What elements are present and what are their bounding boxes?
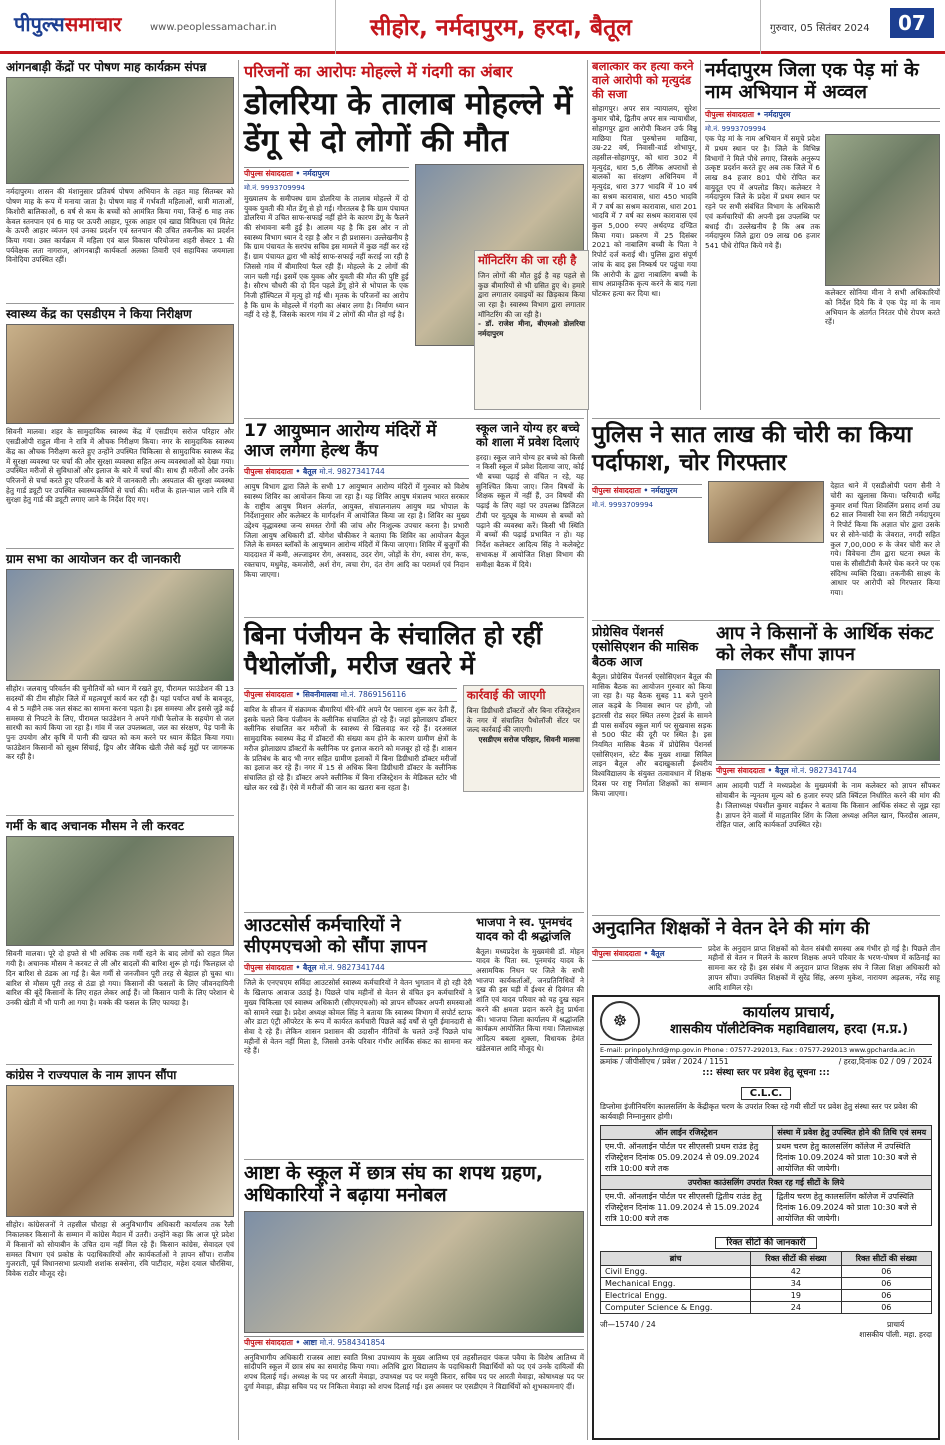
divider [6,548,234,549]
notice-intro: डिप्लोमा इंजीनियरिंग कालसलिंग के केंद्रीकृत चरण के उपरांत रिक्त रहे गयी सीटों पर प्रवेश हेतु संस्था स्तर पर प्रवेश की कार्यवाही निम्नानुसार होगी। [600,1102,918,1122]
table-row: Electrical Engg. 19 06 [601,1290,932,1302]
masthead [0,0,945,54]
column-rule [238,60,239,1440]
divider [244,912,584,913]
divider [6,815,234,816]
newspaper-logo: पीपुल्ससमाचार [14,12,122,36]
article-body: आयुष विभाग द्वारा जिले के सभी 17 आयुष्मान आरोग्य मंदिरों में गुरुवार को विशेष स्वास्थ्य शिविर का आयोजन किया जा रहा है। यह शिविर आयुष मंत्रालय भारत सरकार के राष्ट्रीय आयुष मिशन अंतर्गत, आयुक्त, संचालनालय आयुष मप्र भोपाल के निर्देशानुसार और कलेक्टर के मार्गदर्शन में आयोजित किया जा रहा है। शिविर का मुख्य उद्देश्य वृद्धावस्था जन्य समस्त रोगों की जांच और निःशुल्क उपचार करना है। प्रभारी जिला आयुष अधिकारी डॉ. योगेश चौकीकर ने बताया कि शिविर का आयोजन बैतूल जिले के समस्त ब्लॉकों के आयुष्मान आरोग्य मंदिरों में किया जाएगा। शिविर में बुजुर्गों की याददाश्त में कमी, अल्जाइमर रोग, अवसाद, उदर रोग, जोड़ों के रोग, श्वास रोग, कफ, रक्तचाप, मधुमेह, कमजोरी, अर्श रोग, त्वचा रोग, दंत रोग आदि का परामर्श एवं निदान किया जाएगा। [244,482,469,579]
article-body: सीहोर। जलवायु परिवर्तन की चुनौतियों को ध्यान में रखते हुए, पीरामल फाउंडेशन की 13 सदस्यों की टीम सीहोर जिले में महत्वपूर्ण कार्य कर रही है। यहां पर्याप्त वर्षा के बावजूद, 4 से 5 महीने तक जल संकट का सामना करना पड़ता है। इस समस्या और इससे जुड़े कई समस्या से निपटने के लिए, पीरामल फाउंडेशन ने अपने गांधी फेलोज के सहयोग से जल सारथी का कार्य किया जा रहा है। गांव में जल उपलब्धता, जल का संरक्षण, पेड़ पानी के पुनः उपयोग और कृषि में पानी की खपत को कम करने पर ध्यान केंद्रित किया गया। फाउंडेशन किसानों को सूक्ष्म सिंचाई, ड्रिप और जैविक खेती जैसे कई मुद्दों पर जागरूक कर रही है। [6,684,234,762]
headline: बिना पंजीयन के संचालित हो रहीं पैथोलॉजी, मरीज खतरे में [244,621,543,680]
table-row: Mechanical Engg. 34 06 [601,1278,932,1290]
article-theft-busted [592,422,940,617]
page-number: 07 [890,8,934,38]
article-outsourced-staff [244,916,472,1156]
divider [244,418,584,419]
photo [6,1085,234,1217]
article-congress-memorandum [6,1068,234,1440]
headline: अनुदानित शिक्षकों ने वेतन देने की मांग की [592,918,870,939]
headline: नर्मदापुरम जिला एक पेड़ मां के नाम अभियान में अव्वल [705,59,919,103]
article-pensioners [592,624,712,912]
article-body: सीहोर। कांग्रेसजनों ने तहसील चौराहा से अनुविभागीय अधिकारी कार्यालय तक रैली निकालकर किसानों के सम्मान में कांग्रेस मैदान में उतरी। उन्होंने कहा कि आज पूरे प्रदेश में किसानों को सोयाबीन के उचित दाम नहीं मिल रहे हैं। किसान कांग्रेस, सेवादल एवं समस्त विभाग एवं प्रकोष्ठ के पदाधिकारियों और कार्यकर्ताओं ने ज्ञापन सौंपा। राजीव गुजराती, पूर्व विधानसभा प्रत्याशी शशांक सक्सेना, रवि पाटीदार, महेश दयाल चौरसिया, विवेक राठौर मौजूद रहे। [6,1220,234,1278]
quote-title: कार्रवाई की जाएगी [466,688,546,702]
article-body: बारिश के सीजन में संक्रामक बीमारियां धीरे-धीरे अपने पैर पसारना शुरू कर देती हैं, इसके चलते बिना पंजीयन के क्लीनिक संचालित हो रहे हैं। जहां झोलाछाप डॉक्टर क्लीनिक संचालित कर मरीजों के स्वास्थ्य से खिलवाड़ कर रहे हैं। दरअसल सामुदायिक स्वास्थ्य केंद्र में डॉक्टरों की संख्या कम होने के कारण ग्रामीण क्षेत्रों के मरीज झोलाछाप डॉक्टरों के क्लीनिक पर इलाज कराने को मजबूर हो रहे हैं। शासन के प्रतिबंध के बाद भी नगर सहित ग्रामीण इलाकों में बिना डिग्रीधारी डॉक्टर मरीजों का इलाज कर रहे हैं। नगर में 15 से अधिक बिना डिग्रीधारी डॉक्टर के क्लीनिक संचालित हो रहे हैं। डॉक्टर अपने क्लीनिक में बिना रजिस्ट्रेशन के मेडिकल स्टोर भी खोल कर रखे हैं। ऐसे में मरीजों की जान का खतरा बना रहता है। [244,705,457,792]
headline: ग्राम सभा का आयोजन कर दी जानकारी [6,552,181,566]
mobile-number: मो.नं. 9993709994 [705,124,767,133]
headline: प्रोग्रेसिव पेंशनर्स एसोसिएशन की मासिक बैठक आज [592,624,699,669]
divider [592,915,940,916]
headline: आउटसोर्स कर्मचारियों ने सीएमएचओ को सौंपा ज्ञापन [244,915,427,957]
article-pathology [244,621,584,909]
quote-text: बिना डिग्रीधारी डॉक्टरों और बिना रजिस्ट्रेशन के नगर में संचालित पैथोलॉजी सेंटर पर जल्द कार्रवाई की जाएगी। [466,705,580,735]
article-poshan-maah [6,60,234,300]
mobile-number: मो.नं. 9993709994 [592,501,654,510]
headline: आप ने किसानों के आर्थिक संकट को लेकर सौंपा ज्ञापन [716,623,934,665]
quote-sign: - डॉ. राजेश मीना, बीएमओ डोलरिया नर्मदापुरम [478,319,585,339]
headline: गर्मी के बाद अचानक मौसम ने ली करवट [6,819,184,833]
kicker: परिजनों का आरोपः मोहल्ले में गंदगी का अंबार [244,62,513,81]
table-cell: द्वितीय चरण हेतु कालसलिंग कॉलेज में उपस्थिति दिनांक 16.09.2024 को प्रातः 10:30 बजे से आयोजित की जायेगी। [772,1190,931,1226]
photo [716,669,940,761]
table-cell: एम.पी. ऑनलाईन पोर्टल पर सीएलसी द्वितीय राउंड हेतु रजिस्ट्रेशन दिनांक 11.09.2024 से 15.09.2024 रात्रि 10:00 बजे तक [601,1190,773,1226]
notice-contact: E-mail: prinpoly.hrd@mp.gov.in Phone : 07577-292013, Fax : 07577-292013 www.gpcharda.ac.in [600,1045,932,1057]
byline: पीपुल्स संवाददाता • सिवनीमालवा मो.नं. 7869156116 [244,688,457,702]
polytechnic-admission-notice [592,995,940,1440]
headline: डोलरिया के तालाब मोहल्ले में डेंगू से दो लोगों की मौत [244,86,573,160]
table-header: ब्रांच [601,1252,751,1266]
notice-title-1: कार्यालय प्राचार्य, [742,1002,836,1021]
article-body: सिवनी मालवा। पूरे दो हफ्ते से भी अधिक तक गर्मी रहने के बाद लोगों को राहत मिल गयी है। अचानक मौसम ने करवट ले ली और बादलों की बारिश शुरू हो गई। फिलहाल दो दिन बारिश से ठंडक आ गई है। बेल गर्मी से जनजीवन पूरी तरह से बेहाल हो चुका था। बारिश से मौसम पूरी तरह से ठंडा हो गया। किसानों की फसलों के लिए जीवनदायिनी बारिश की बूंदें किसानों के लिए राहत लेकर आई हैं। जो किसान पानी के लिए परेशान थे उनकी खेती में भी पानी आ गया है। मक्के की फसल के लिए फायदा है। [6,949,234,1007]
divider [592,620,940,621]
headline: आंगनबाड़ी केंद्रों पर पोषण माह कार्यक्रम संपन्न [6,60,207,74]
photo [6,836,234,946]
article-body: अनुविभागीय अधिकारी राजस्व आष्टा स्वाति मिश्रा उपाध्याय के मुख्य आतिथ्य एवं तहसीलदार पंकज पवैया के विशेष आतिथ्य में सांदीपनि स्कूल में छात्र संघ का समारोह किया गया। अतिथि द्वारा विद्यालय के पदाधिकारी विद्यार्थियों को पद एवं उनके दायित्वों की शपथ दिलाई गई। अध्यक्ष के पद पर आरती मेवाड़ा, उपाध्यक्ष पद पर मयूरी किरार, सचिव पद पर आरती मेवाड़ा, कोषाध्यक्ष पद पर दुर्गा मेवाड़ा, क्रीड़ा सचिव पद पर निकिता मेवाड़ा को शपथ दिलाई गई। इस अवसर पर एसडीएम ने विद्यार्थियों को शुभकामनाएं दीं। [244,1352,584,1391]
quote-box [474,250,589,410]
article-ashta-school [244,1163,584,1440]
article-weather [6,819,234,1061]
clc-label: C.L.C. [741,1087,791,1100]
table-header: संस्था में प्रवेश हेतु उपस्थित होने की तिथि एवं समय [772,1126,931,1140]
headline: 17 आयुष्मान आरोग्य मंदिरों में आज लगेगा हेल्थ कैंप [244,421,437,461]
headline: आष्टा के स्कूल में छात्र संघ का शपथ ग्रहण, अधिकारियों ने बढ़ाया मनोबल [244,1162,544,1206]
article-health-camp [244,422,469,614]
table-header: ऑन लाईन रजिस्ट्रेशन [601,1126,773,1140]
divider [244,1159,584,1160]
photo [6,77,234,184]
table-header: रिक्त सीटों की संख्या [841,1252,931,1266]
byline: पीपुल्स संवाददाता • नर्मदापुरम [244,167,409,181]
article-body: एक पेड़ मां के नाम अभियान में समूचे प्रदेश में प्रथम स्थान पर है। जिले के विभिन्न विभागों ने मिले पौधे लगाए, जिसके अनुरूप उत्कृष्ट प्रदर्शन करते हुए अब तक जिले में 6 लाख 84 हजार 801 पौधे रोपित कर वायुदूत एप में अपलोड किए। कलेक्टर ने नर्मदापुरम जिले के प्रदेश में प्रथम स्थान पर रहने पर सभी संबंधित विभाग के अधिकारी एवं कर्मचारियों की अपनी इस उपलब्धि पर बधाई दी। उल्लेखनीय है कि अब तक नर्मदापुरम जिले द्वारा 09 लाख 06 हजार 541 पौधे रोपित किये गये हैं। [705,134,820,251]
quote-text: जिन लोगों की मौत हुई है वह पहले से कुछ बीमारियों से भी ग्रसित हुए थे। हमारे द्वारा लगातार दवाइयों का छिड़काव किया जा रहा है। स्वास्थ्य विभाग द्वारा लगातार मॉनिटरिंग की जा रही है। [478,270,585,319]
website-url[interactable]: www.peoplessamachar.in [150,22,277,33]
article-body: बैतूल। मध्यप्रदेश के मुख्यमंत्री डॉ. मोहन यादव के पिता स्व. पूनमचंद यादव के असामयिक निधन पर जिले के सभी भाजपा कार्यकर्ताओं, जनप्रतिनिधियों ने दुख की इस घड़ी में ईश्वर से दिवंगत की शांति एवं यादव परिवार को यह दुख सहन करने की क्षमता प्रदान करने हेतु प्रार्थना की। भाजपा जिला कार्यालय में श्रद्धांजलि कार्यक्रम आयोजित किया गया। जिलाध्यक्ष आदित्य बबला शुक्ला, विधायक हेमंत खंडेलवाल आदि मौजूद थे। [476,946,584,1053]
divider [6,1064,234,1065]
notice-footer-code: जी—15740 / 24 [600,1320,656,1330]
photo [6,569,234,681]
divider [244,617,584,618]
article-body: आम आदमी पार्टी ने मध्यप्रदेश के मुख्यमंत्री के नाम कलेक्टर को ज्ञापन सौंपकर सोयाबीन के न्यूनतम मूल्य को 6 हजार रुपए प्रति क्विंटल निर्धारित करने की मांग की है। जिलाध्यक्ष पंचशील कुमार वाईकर ने बताया कि किसान आर्थिक संकट से जूझ रहा है। ज्ञापन देने वालों में माहताविर शिंग के जिला अध्यक्ष अनिल खान, फिरदौस आलम, रोहित पाल, आदि कार्यकर्ता उपस्थित रहे। [716,781,940,830]
article-body: बैतूल। प्रोग्रेसिव पेंशनर्स एसोसिएशन बैतूल की मासिक बैठक का आयोजन गुरुवार को किया जा रहा है। यह बैठक सुबह 11 बजे पुराने लाल कड़बे के निवास स्थान पर होगी, जो इटारसी रोड सदर स्थित तरुण ट्रेडर्स के सामने डी पास सर्वोदय स्कूल मार्ग पर सुखवास सड़क से 500 फीट की दूरी पर स्थित है। इस नियमित मासिक बैठक में प्रोग्रेसिव पेंशनर्स एसोसिएशन, स्टेट बैंक मुख्य शाखा सिविल लाइन बैतूल और बदाखुकाली ईश्वरीय विश्वविद्यालय के संयुक्त तत्वावधान में शिक्षक दिवस पर राष्ट्र निर्माता शिक्षकों का सम्मान किया जाएगा। [592,672,712,798]
article-body: सोहागपुर। अपर सत्र न्यायालय, सुरेश कुमार चौबे, द्वितीय अपर सत्र न्यायाधीश, सोहागपुर द्वारा आरोपी किशन उर्फ विन्नु माछिया पिता पुरुषोत्तम माछिया, उम्र-22 वर्ष, निवासी-वार्ड शोभापुर, तहसील-सोहागपुर, को धारा 302 में मृत्युदंड, धारा 5,6 लैंगिक अपराधों से बालकों का संरक्षण अधिनियम में मृत्युदंड, धारा 377 भादवि में 10 वर्ष का सश्रम कारावास, धारा 450 भादवि में 7 वर्ष का सश्रम कारावास, धारा 201 भादवि में 7 वर्ष का सश्रम कारावास एवं कुल 5,000 रुपए अर्थदण्ड दण्डित किया गया। प्रकरण में 25 दिसंबर 2021 को नाबालिग बच्ची के पिता ने रिपोर्ट दर्ज कराई थी। पुलिस द्वारा संपूर्ण जांच के बाद इस निष्कर्ष पर पहुंचा गया कि आरोपी के द्वारा नाबालिग बच्ची के साथ अप्राकृतिक कृत्य करने के बाद गला घोंटकर हत्या कर दिया था। [592,104,697,299]
article-body: प्रदेश के अनुदान प्राप्त शिक्षकों को वेतन संबंधी समस्या अब गंभीर हो गई है। पिछले तीन महीनों से वेतन न मिलने के कारण शिक्षक अपने परिवार के भरण-पोषण में कठिनाई का सामना कर रहे हैं। इस संबंध में अनुदान प्राप्त शिक्षक संघ ने जिला शिक्षा अधिकारी को ज्ञापन सौंपा। उपस्थित शिक्षकों में सुरेंद्र सिंह, अरुण मुकेश, नारायण अड़लक, नरेंद्र साहू आदि शामिल रहे। [708,943,940,992]
table-row: Computer Science & Engg. 24 06 [601,1302,932,1314]
column-rule [700,60,701,410]
headline: भाजपा ने स्व. पूनमचंद यादव को दी श्रद्धांजलि [476,915,572,943]
mobile-number: मो.नं. 9993709994 [244,184,306,193]
article-body: मुख्यालय के समीपस्थ ग्राम डोलरिया के तालाब मोहल्ले में दो युवक युवती की मौत डेंगू से हो गई। गौरतलब है कि ग्राम पंचायत डोलरिया में उचित साफ-सफाई नहीं होने के कारण डेंगू के फैलने की संभावना बनी हुई है। आलम यह है कि इस ओर न तो स्वास्थ्य विभाग ध्यान दे रहा है और न ही प्रशासन। उल्लेखनीय है कि ग्राम पंचायत के सरपंच सचिव इस मामले में कुछ नहीं कर रहे हैं। ग्राम पंचायत द्वारा भी कोई साफ-सफाई नहीं कराई जा रही है जिससे गांव में बीमारियां फैल रही हैं। मोहल्ले के 2 लोगों की जान चली गई। इसमें एक युवक और युवती की मौत की पुष्टि हुई है। सौरभ चौधरी की दो दिन पहले डेंगू होने से भोपाल के एक निजी हॉस्पिटल में मृत्यु हो गई थी। मृतक के परिजनों का आरोप है कि ग्राम के मोहल्ले में गंदगी का अंबार लगा है। निर्माण ध्यान नहीं दे रहे हैं, जिसके कारण गांव में 2 लोगों की मौत हो गई है। [244,193,409,320]
article-teachers-salary [592,919,940,991]
quote-box [463,685,584,792]
headline: बलात्कार कर हत्या करने वाले आरोपी को मृत्युदंड की सजा [592,59,694,101]
emblem-icon: ☸ [600,1001,640,1041]
headline: पुलिस ने सात लाख की चोरी का किया पर्दाफाश, चोर गिरफ्तार [592,422,913,476]
divider [335,0,336,54]
byline: पीपुल्स संवाददाता • आष्टा मो.नं. 9584341854 [244,1336,584,1350]
article-school-admission [476,422,584,614]
divider [592,418,940,419]
byline: पीपुल्स संवाददाता • नर्मदापुरम [592,484,702,498]
article-body: हरदा। स्कूल जाने योग्य हर बच्चे को किसी न किसी स्कूल में प्रवेश दिलाया जाए, कोई भी बच्चा पढ़ाई से वंचित न रहे, यह सुनिश्चित किया जाए। जिन विषयों के शिक्षक स्कूल में नहीं हैं, उन विषयों की पढ़ाई के लिए वहां पर उपलब्ध डिजिटल टीवी पर यूट्यूब के माध्यम से बच्चों को पढ़ाने की व्यवस्था करें। किसी भी स्थिति में बच्चों की पढ़ाई प्रभावित न हो। यह निर्देश कलेक्टर आदित्य सिंह ने कलेक्ट्रेट सभाकक्ष में आयोजित शिक्षा विभाग की समीक्षा बैठक में दिये। [476,452,584,569]
signature-title: प्राचार्य [887,1320,905,1330]
article-body: जिले के एनएचएम सविंदा आउटसोर्स स्वास्थ्य कर्मचारियों ने वेतन भुगतान में हो रही देरी के खिलाफ आवाज उठाई है। पिछले पांच महीनों से वेतन से वंचित इन कर्मचारियों ने मुख्य चिकित्सा एवं स्वास्थ्य अधिकारी (सीएमएचओ) को ज्ञापन सौंपकर अपनी समस्याओं को सामने रखा है। प्रदेश अध्यक्ष कोमल सिंह ने बताया कि स्वास्थ्य विभाग में सपोर्ट स्टाफ और डाटा एंट्री ऑपरेटर के रूप में कार्यरत कर्मचारी पिछले कई वर्षों से पूरी ईमानदारी से सेवा दे रहे हैं। लेकिन शासन प्रशासन की उदासीन नीतियों के चलते उन्हें पिछले पांच महीनों से वेतन नहीं मिला है, जिससे उनके परिवार गंभीर आर्थिक संकट का सामना कर रहे हैं। [244,978,472,1056]
photo [708,481,825,543]
vacancy-title: रिक्त सीटों की जानकारी [715,1237,816,1249]
article-death-sentence [592,60,697,415]
article-ek-ped-maa [705,60,940,415]
table-row: Civil Engg. 42 06 [601,1266,932,1278]
headline: कांग्रेस ने राज्यपाल के नाम ज्ञापन सौंपा [6,1068,177,1082]
article-body: देहात थाने में एसडीओपी पराग सैनी ने चोरी का खुलासा किया। फरियादी धर्मेंद्र कुमार शर्मा पिता शिवलिंग प्रसाद शर्मा उम्र 62 साल निवासी रेवा सन सिटी नर्मदापुरम ने रिपोर्ट किया कि अज्ञात चोर द्वारा उसके घर से सोने-चांदी के जेवरात, नगदी सहित कुल 7,00,000 रु के जेवर चोरी कर ले गये। विवेचना टीम द्वारा घटना स्थल के पास के सीसीटीवी कैमरे चेक करने पर एक संदिग्ध व्यक्ति दिखा। तकनीकी साक्ष्य के आधार पर आरोपी को गिरफ्तार किया गया। [830,481,940,598]
table-header: उपरोक्त काउंसलिंग उपरांत रिक्त रह गई सीटों के लिये [601,1176,932,1190]
vacancy-table [600,1251,932,1314]
byline: पीपुल्स संवाददाता • नर्मदापुरम [705,108,940,122]
quote-sign: एसडीएम सरोज परिहार, सिवनी मालवा [478,734,580,744]
byline: पीपुल्स संवाददाता • बैतूल मो.नं. 9827341744 [716,764,940,778]
table-header: रिक्त सीटों की संख्या [751,1252,841,1266]
headline: स्वास्थ्य केंद्र का एसडीएम ने किया निरीक्षण [6,307,192,321]
byline: पीपुल्स संवाददाता • बैतूल मो.नं. 9827341744 [244,961,472,975]
headline: स्कूल जाने योग्य हर बच्चे को शाला में प्रवेश दिलाएं [476,421,580,449]
article-body: सिवनी मालवा। शहर के सामुदायिक स्वास्थ्य केंद्र में एसडीएम सरोज परिहार और एसडीओपी राहुल मीना ने रात्रि में औचक निरीक्षण किया। नगर के सामुदायिक स्वास्थ्य केंद्र का औचक निरीक्षण करते हुए उन्होंने उपस्थित चिकित्सा से सामुदायिक स्वास्थ्य केंद्र में सुरक्षा व्यवस्था पर चर्चा की और सुरक्षा व्यवस्था सहित अन्य व्यवस्थाओं को देखा गया। उपस्थित मरीजों से सुविधाओं और इलाज के बारे में चर्चा की। साथ ही मरीजों और उनके परिजनों से चर्चा करते हुए परिजनों के बारे में जानकारी ली। अस्पताल की सुरक्षा व्यवस्था हेतु गार्ड ड्यूटी पर उपस्थित स्वास्थ्यकर्मियों से चर्चा की। मरीज के हाल-चाल जाने रात्रि में सुरक्षा हेतु गार्ड की ड्यूटी लगाए जाने के निर्देश दिए गए। [6,427,234,505]
notice-ref: क्रमांक / जीपीसीएच / प्रवेश / 2024 / 1151 [600,1056,729,1066]
photo [244,1211,584,1333]
divider [6,303,234,304]
notice-heading: ::: संस्था स्तर पर प्रवेश हेतु सूचना ::: [702,1067,830,1078]
article-gram-sabha [6,552,234,812]
photo [825,134,940,286]
notice-ref-date: / हरदा,दिनांक 02 / 09 / 2024 [838,1056,932,1066]
edition-title: सीहोर, नर्मदापुरम, हरदा, बैतूल [370,15,632,41]
issue-date: गुरुवार, 05 सितंबर 2024 [770,23,870,34]
quote-title: मॉनिटरिंग की जा रही है [478,253,577,267]
photo-caption: कलेक्टर सोनिया मीना ने सभी अधिकारियों को निर्देश दिये कि वे एक पेड़ मां के नाम अभियान के अंतर्गत निरंतर पौधे रोपण करते रहें। [825,288,940,327]
byline: पीपुल्स संवाददाता • बैतूल [592,947,702,961]
notice-title-2: शासकीय पॉलीटेक्निक महाविद्यालय, हरदा (म.प्र.) [669,1022,909,1038]
article-health-inspection [6,307,234,545]
signature-office: शासकीय पॉली. महा. हरदा [859,1330,932,1340]
photo [6,324,234,424]
table-cell: प्रथम चरण हेतु कालसलिंग कॉलेज में उपस्थिति दिनांक 10.09.2024 को प्रातः 10:30 बजे से आयोजित की जायेगी। [772,1140,931,1176]
byline: पीपुल्स संवाददाता • बैतूल मो.नं. 9827341744 [244,465,469,479]
divider [760,0,761,54]
article-aap-memorandum [716,624,940,912]
article-body: नर्मदापुरम। शासन की मंशानुसार प्रतिवर्ष पोषण अभियान के तहत माह सितम्बर को पोषण माह के रूप में मनाया जाता है। पोषण माह में गर्भवती महिलाओं, धात्री माताओं, किशोरी बालिकाओं, 6 वर्ष से कम के बच्चों को आमंत्रित किया गया, जिन्हें 6 माह तक केवल स्तनपान एवं 6 माह पर ऊपरी आहार, पूरक आहार एवं खाद्य विविधता एवं मिलेट के ऊपरी आहार व्यंजन एवं उनका प्रदर्शन एवं स्तनपान की उचित तकनीक का प्रदर्शन किया गया। उक्त कार्यक्रम में महिला एवं बाल विकास परियोजना शहरी सेक्टर 1 की पर्यवेक्षक लता नागराज, आंगनबाड़ी कार्यकर्ता अलका तिवारी एवं सहायिका जयमाला विनोदिया उपस्थित रहीं। [6,187,234,265]
schedule-table [600,1125,932,1226]
article-bjp-tribute [476,916,584,1156]
table-cell: एम.पी. ऑनलाईन पोर्टल पर सीएलसी प्रथम राउंड हेतु रजिस्ट्रेशन दिनांक 05.09.2024 से 09.09.2024 रात्रि 10:00 बजे तक [601,1140,773,1176]
